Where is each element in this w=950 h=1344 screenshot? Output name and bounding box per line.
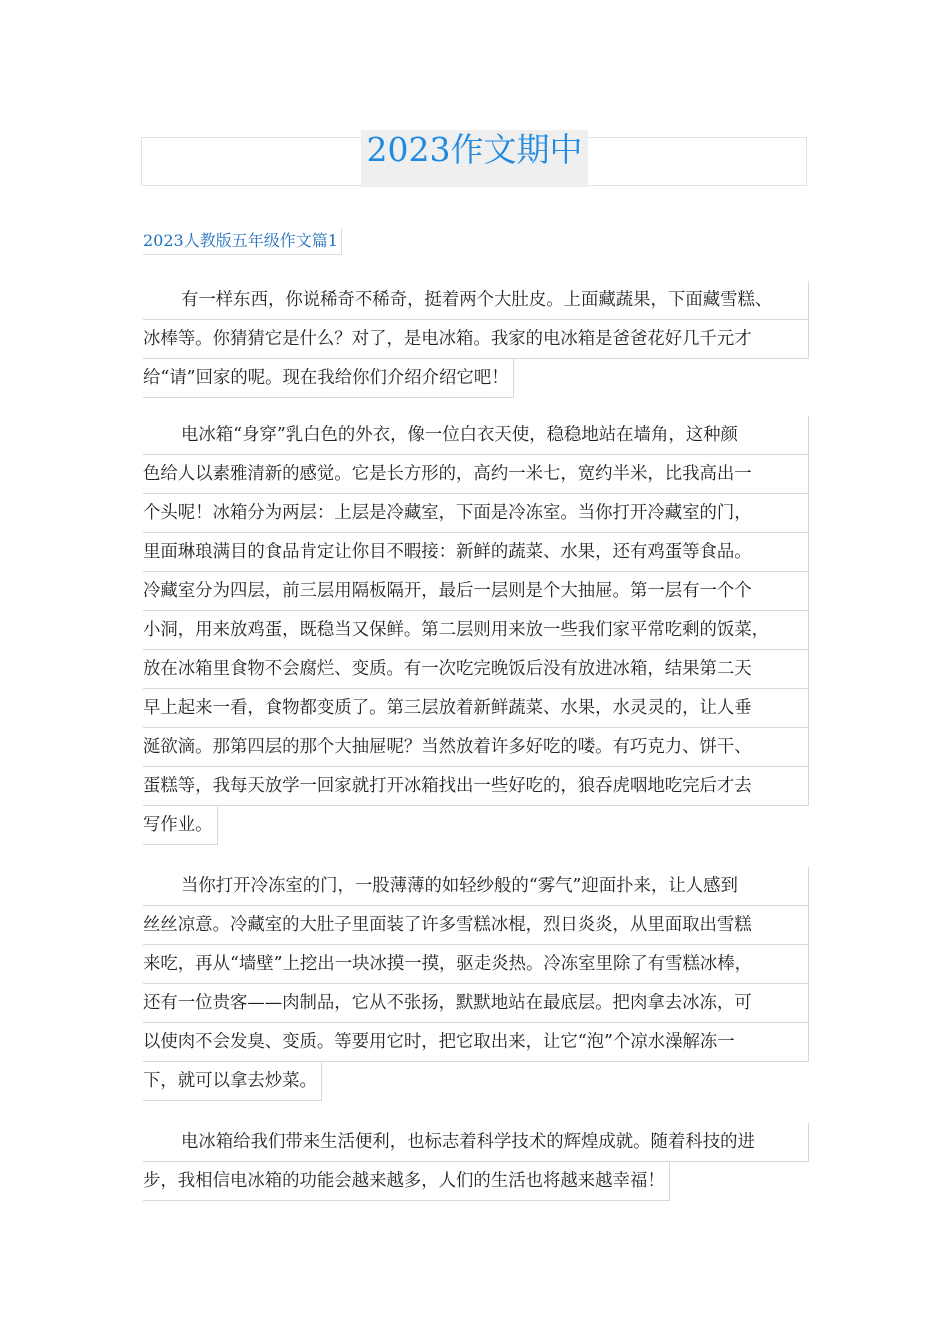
text-line: 冰棒等。你猜猜它是什么？对了，是电冰箱。我家的电冰箱是爸爸花好几千元才 xyxy=(143,320,809,359)
text-line: 步，我相信电冰箱的功能会越来越多，人们的生活也将越来越幸福！ xyxy=(143,1162,670,1201)
text-line: 色给人以素雅清新的感觉。它是长方形的，高约一米七，宽约半米，比我高出一 xyxy=(143,455,809,494)
text-line: 电冰箱“身穿”乳白色的外衣，像一位白衣天使，稳稳地站在墙角，这种颜 xyxy=(143,416,809,455)
text-line: 个头呢！冰箱分为两层：上层是冷藏室，下面是冷冻室。当你打开冷藏室的门， xyxy=(143,494,809,533)
paragraph-4 xyxy=(143,1123,809,1205)
paragraph-1 xyxy=(143,281,809,402)
text-line: 给“请”回家的呢。现在我给你们介绍介绍它吧！ xyxy=(143,359,514,398)
paragraph-2 xyxy=(143,416,809,849)
text-line: 以使肉不会发臭、变质。等要用它时，把它取出来，让它“泡”个凉水澡解冻一 xyxy=(143,1023,809,1062)
text-line: 下，就可以拿去炒菜。 xyxy=(143,1062,322,1101)
text-line: 有一样东西，你说稀奇不稀奇，挺着两个大肚皮。上面藏蔬果，下面藏雪糕、 xyxy=(143,281,809,320)
text-line: 写作业。 xyxy=(143,806,218,845)
section-title: 2023人教版五年级作文篇1 xyxy=(143,228,342,255)
text-line: 放在冰箱里食物不会腐烂、变质。有一次吃完晚饭后没有放进冰箱，结果第二天 xyxy=(143,650,809,689)
text-line: 蛋糕等，我每天放学一回家就打开冰箱找出一些好吃的，狼吞虎咽地吃完后才去 xyxy=(143,767,809,806)
text-line: 早上起来一看，食物都变质了。第三层放着新鲜蔬菜、水果，水灵灵的，让人垂 xyxy=(143,689,809,728)
text-line: 小洞，用来放鸡蛋，既稳当又保鲜。第二层则用来放一些我们家平常吃剩的饭菜， xyxy=(143,611,809,650)
text-line: 当你打开冷冻室的门，一股薄薄的如轻纱般的“雾气”迎面扑来，让人感到 xyxy=(143,867,809,906)
text-line: 来吃，再从“墙壁”上挖出一块冰摸一摸，驱走炎热。冷冻室里除了有雪糕冰棒， xyxy=(143,945,809,984)
text-line: 涎欲滴。那第四层的那个大抽屉呢？当然放着许多好吃的喽。有巧克力、饼干、 xyxy=(143,728,809,767)
paragraph-3 xyxy=(143,867,809,1105)
page-title: 2023作文期中 xyxy=(366,130,583,169)
text-line: 丝丝凉意。冷藏室的大肚子里面装了许多雪糕冰棍，烈日炎炎，从里面取出雪糕 xyxy=(143,906,809,945)
text-line: 电冰箱给我们带来生活便利，也标志着科学技术的辉煌成就。随着科技的进 xyxy=(143,1123,809,1162)
text-line: 冷藏室分为四层，前三层用隔板隔开，最后一层则是个大抽屉。第一层有一个个 xyxy=(143,572,809,611)
text-line: 里面琳琅满目的食品肯定让你目不暇接：新鲜的蔬菜、水果，还有鸡蛋等食品。 xyxy=(143,533,809,572)
text-line: 还有一位贵客——肉制品，它从不张扬，默默地站在最底层。把肉拿去冰冻，可 xyxy=(143,984,809,1023)
